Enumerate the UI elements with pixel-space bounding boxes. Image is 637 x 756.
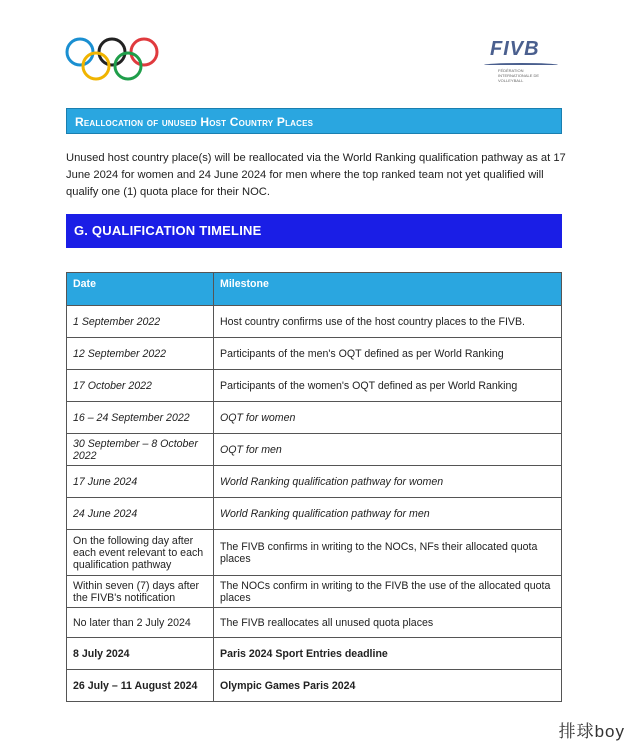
table-row (67, 638, 562, 670)
table-row (67, 306, 562, 338)
fivb-wordmark: FIVB (490, 38, 540, 60)
timeline-milestone-cell: The FIVB reallocates all unused quota places (214, 608, 562, 638)
watermark: 排球boy (558, 722, 625, 741)
timeline-date-cell: 26 July – 11 August 2024 (67, 670, 214, 702)
timeline-milestone-cell: Olympic Games Paris 2024 (214, 670, 562, 702)
table-row (67, 576, 562, 608)
timeline-date-cell: On the following day after each event relevant to each qualification pathway (67, 530, 214, 576)
timeline-milestone-cell: Participants of the women's OQT defined as per World Ranking (214, 370, 562, 402)
timeline-date-cell: 1 September 2022 (67, 306, 214, 338)
timeline-milestone-cell: OQT for women (214, 402, 562, 434)
timeline-milestone-cell: The NOCs confirm in writing to the FIVB the use of the allocated quota places (214, 576, 562, 608)
timeline-milestone-cell: Host country confirms use of the host country places to the FIVB. (214, 306, 562, 338)
timeline-body (67, 306, 562, 702)
timeline-milestone-cell: Participants of the men's OQT defined as per World Ranking (214, 338, 562, 370)
ring-red (131, 39, 157, 65)
ring-green (115, 53, 141, 79)
table-header-row (67, 273, 562, 306)
ring-yellow (83, 53, 109, 79)
timeline-milestone-cell: OQT for men (214, 434, 562, 466)
timeline-date-cell: 30 September – 8 October 2022 (67, 434, 214, 466)
timeline-date-cell: 24 June 2024 (67, 498, 214, 530)
timeline-date-cell: 17 October 2022 (67, 370, 214, 402)
timeline-milestone-cell: Paris 2024 Sport Entries deadline (214, 638, 562, 670)
table-row (67, 370, 562, 402)
table-row (67, 434, 562, 466)
qualification-timeline-table (66, 272, 562, 702)
reallocation-heading: Reallocation of unused Host Country Places (66, 108, 562, 134)
timeline-milestone-cell: World Ranking qualification pathway for men (214, 498, 562, 530)
column-header-milestone: Milestone (214, 273, 562, 306)
table-row (67, 670, 562, 702)
timeline-date-cell: 8 July 2024 (67, 638, 214, 670)
timeline-date-cell: Within seven (7) days after the FIVB's notification (67, 576, 214, 608)
timeline-milestone-cell: The FIVB confirms in writing to the NOCs, NFs their allocated quota places (214, 530, 562, 576)
timeline-date-cell: 16 – 24 September 2022 (67, 402, 214, 434)
table-row (67, 338, 562, 370)
column-header-date: Date (67, 273, 214, 306)
timeline-milestone-cell: World Ranking qualification pathway for women (214, 466, 562, 498)
qualification-timeline-heading: G. QUALIFICATION TIMELINE (66, 214, 562, 248)
olympic-rings-icon (64, 36, 162, 82)
timeline-date-cell: 12 September 2022 (67, 338, 214, 370)
table-row (67, 466, 562, 498)
fivb-subtitle: FÉDÉRATION INTERNATIONALE DE VOLLEYBALL (498, 68, 540, 83)
fivb-logo (478, 38, 560, 83)
ring-black (99, 39, 125, 65)
ring-blue (67, 39, 93, 65)
timeline-date-cell: No later than 2 July 2024 (67, 608, 214, 638)
table-row (67, 402, 562, 434)
table-row (67, 498, 562, 530)
table-row (67, 608, 562, 638)
fivb-swoosh (484, 63, 558, 67)
timeline-date-cell: 17 June 2024 (67, 466, 214, 498)
reallocation-paragraph: Unused host country place(s) will be reallocated via the World Ranking qualification pathway as at 17 June 2024 for women and 24 June 2024 for men where the top ranked team not yet qualified will qualify one (1) quota place for their NOC. (66, 152, 566, 198)
table-row (67, 530, 562, 576)
